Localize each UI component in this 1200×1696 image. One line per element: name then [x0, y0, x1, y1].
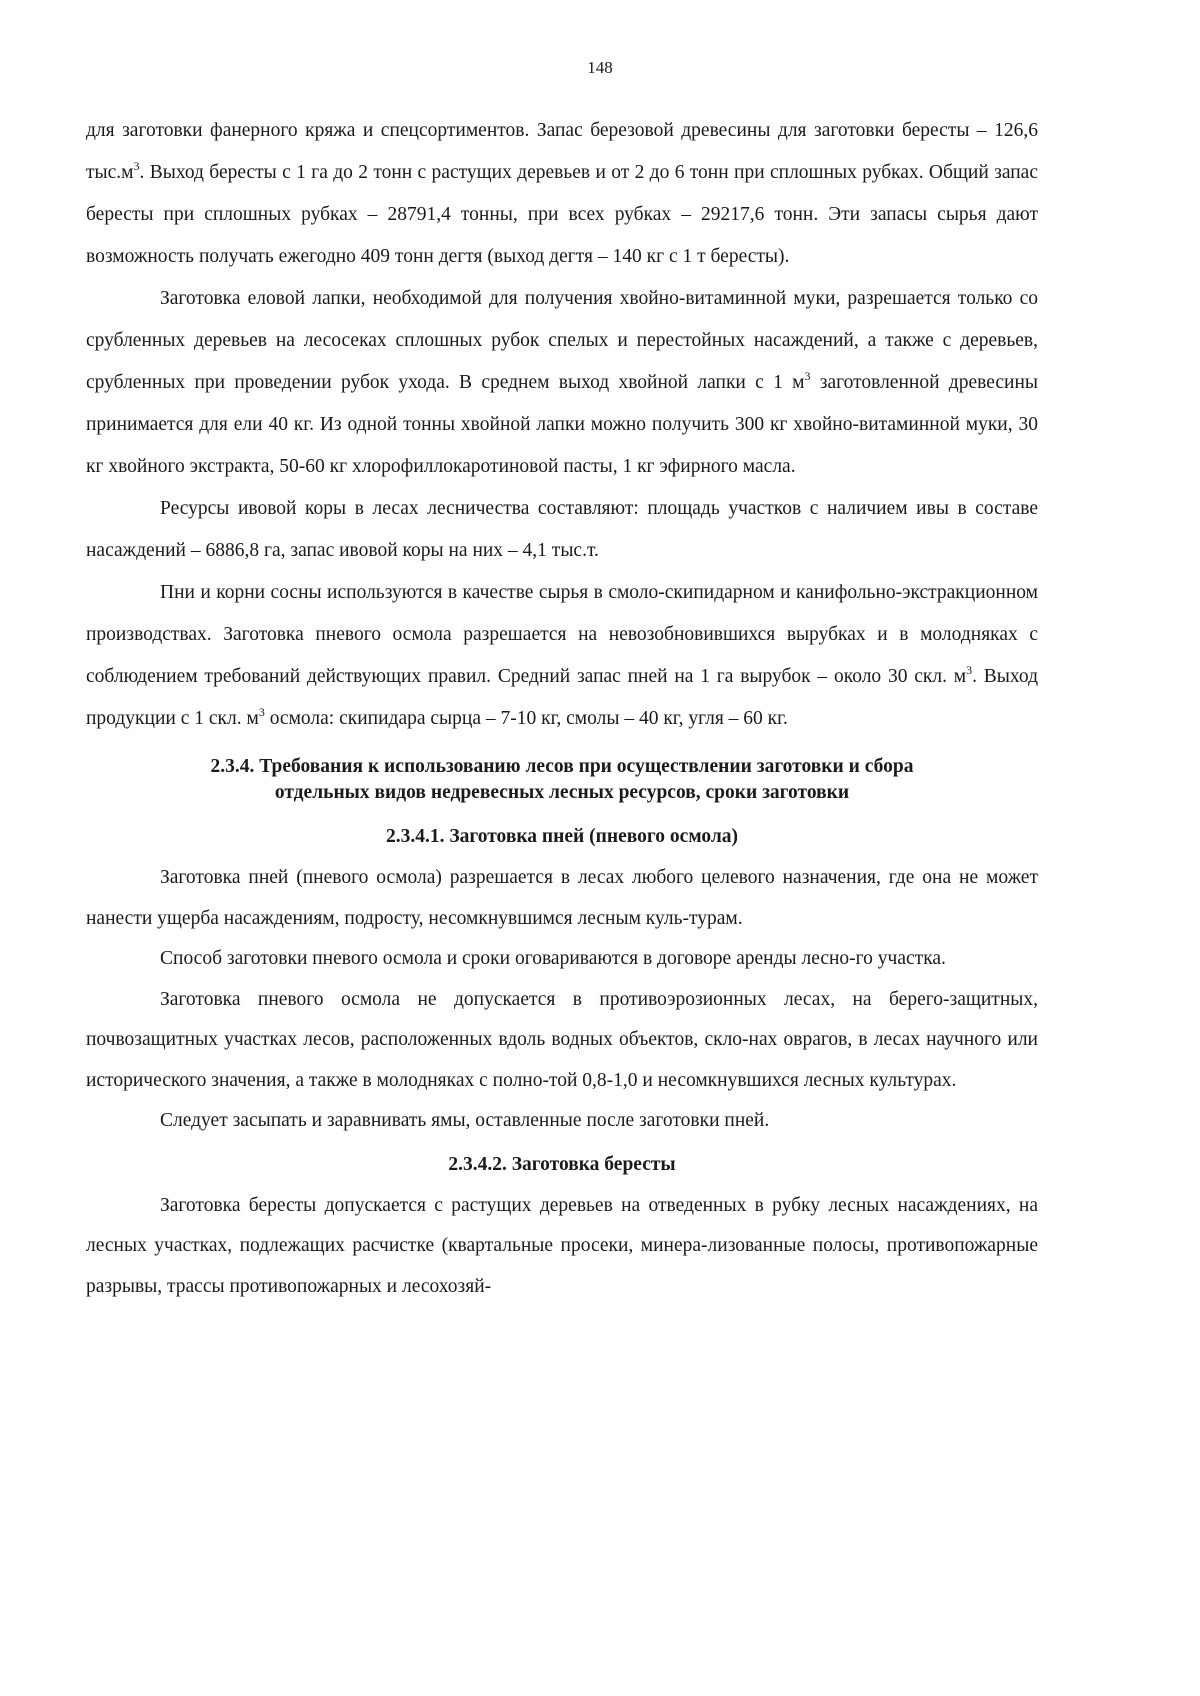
page-number: 148	[587, 58, 613, 77]
section-heading-line: 2.3.4. Требования к использованию лесов при осуществлении заготовки и сбора	[210, 756, 914, 777]
paragraph-stumps-permission: Заготовка пней (пневого осмола) разрешается в лесах любого целевого назначения, где она не может нанести ущерба насаждениям, подросту, несомкнувшимся лесным куль-турам.	[86, 867, 1038, 929]
document-body	[86, 110, 1038, 1307]
paragraph-text: Заготовка еловой лапки, необходимой для получения хвойно-витаминной муки, разрешается только со срубленных деревьев на лесосеках сплошных рубок спелых и перестойных насаждений, а также с деревьев, срубленных при проведении рубок ухода. В среднем выход хвойной лапки с 1 м	[86, 288, 1038, 393]
subsection-heading-stumps: 2.3.4.1. Заготовка пней (пневого осмола)	[385, 826, 739, 847]
paragraph-birch-bark-harvest: Заготовка бересты допускается с растущих деревьев на отведенных в рубку лесных насаждениях, на лесных участках, подлежащих расчистке (квартальные просеки, минера-лизованные полосы, противопожарные разрывы, трассы противопожарных и лесохозяй-	[86, 1194, 1038, 1297]
paragraph-stumps-contract: Способ заготовки пневого осмола и сроки оговариваются в договоре аренды лесно-го участка.	[160, 948, 946, 969]
superscript: 3	[258, 705, 265, 719]
paragraph-spruce-branches	[86, 278, 1038, 488]
paragraph-text: Пни и корни сосны используются в качестве сырья в смоло-скипидарном и канифольно-экстракционном производствах. Заготовка пневого осмола разрешается на невозобновившихся вырубках и в молодняках с соблюдением требований действующих правил. Средний запас пней на 1 га вырубок – около 30 скл. м	[86, 582, 1038, 687]
superscript: 3	[966, 663, 973, 677]
paragraph-text: для заготовки фанерного кряжа и спецсортиментов. Запас березовой древесины для заготовки бересты – 126,6 тыс.м	[86, 120, 1038, 183]
superscript: 3	[804, 369, 811, 383]
paragraph-text: заготовленной древесины принимается для ели 40 кг. Из одной тонны хвойной лапки можно получить 300 кг хвойно-витаминной муки, 30 кг хвойного экстракта, 50-60 кг хлорофиллокаротиновой пасты, 1 кг эфирного масла.	[86, 372, 1038, 477]
paragraph-text: . Выход продукции с 1 скл. м	[86, 666, 1038, 729]
section-heading-line: отдельных видов недревесных лесных ресурсов, сроки заготовки	[274, 782, 850, 803]
paragraph-text: осмола: скипидара сырца – 7-10 кг, смолы – 40 кг, угля – 60 кг.	[264, 708, 788, 729]
paragraph-pine-stumps	[86, 572, 1038, 740]
paragraph-willow-bark: Ресурсы ивовой коры в лесах лесничества составляют: площадь участков с наличием ивы в составе насаждений – 6886,8 га, запас ивовой коры на них – 4,1 тыс.т.	[86, 498, 1038, 561]
section-heading	[86, 754, 1038, 806]
paragraph-birch-bark-reserves	[86, 110, 1038, 278]
subsection-heading-birch-bark: 2.3.4.2. Заготовка бересты	[448, 1153, 676, 1175]
paragraph-stumps-restrictions: Заготовка пневого осмола не допускается в противоэрозионных лесах, на берего-защитных, почвозащитных участках лесов, расположенных вдоль водных объектов, скло-нах оврагов, в лесах научного или исторического значения, а также в молодняках с полно-той 0,8-1,0 и несомкнувшихся лесных культурах.	[86, 988, 1038, 1091]
paragraph-stumps-pits: Следует засыпать и заравнивать ямы, оставленные после заготовки пней.	[160, 1110, 770, 1131]
paragraph-text: . Выход бересты с 1 га до 2 тонн с растущих деревьев и от 2 до 6 тонн при сплошных рубках. Общий запас бересты при сплошных рубках – 28791,4 тонны, при всех рубках – 29217,6 тонн. Эти запасы сырья дают возможность получать ежегодно 409 тонн дегтя (выход дегтя – 140 кг с 1 т бересты).	[86, 162, 1038, 267]
superscript: 3	[133, 159, 140, 173]
